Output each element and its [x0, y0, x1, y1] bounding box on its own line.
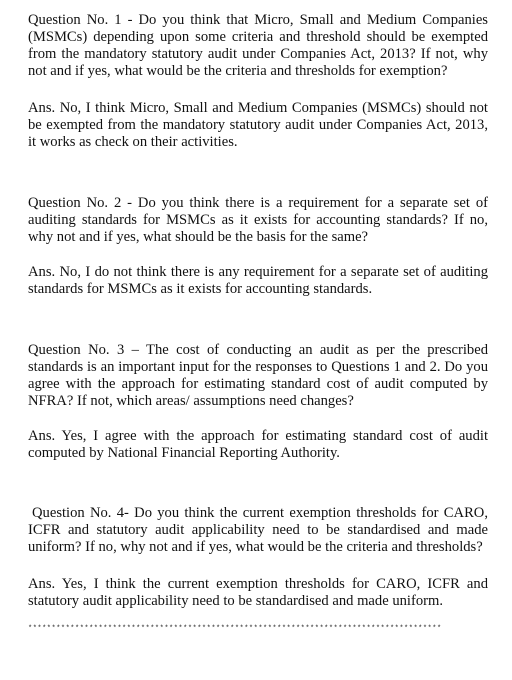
- question-2: Question No. 2 - Do you think there is a requirement for a separate set of auditing standards for MSMCs as it exists for accounting standards? If no, why not and if yes, what should be the basis for the same?: [28, 195, 488, 245]
- answer-2: Ans. No, I do not think there is any requirement for a separate set of auditing standards for MSMCs as it exists for accounting standards.: [28, 264, 488, 297]
- question-3: Question No. 3 – The cost of conducting an audit as per the prescribed standards is an important input for the responses to Questions 1 and 2. Do you agree with the approach for estimating standard cost of audit computed by NFRA? If not, which areas/ assumptions need changes?: [28, 342, 488, 409]
- asterisk-divider: ****************************************************************************************: [28, 625, 442, 633]
- question-4: Question No. 4- Do you think the current exemption thresholds for CARO, ICFR and statutory audit applicability need to be standardised and made uniform? If no, why not and if yes, what would be the criteria and thresholds?: [28, 505, 488, 555]
- answer-4: Ans. Yes, I think the current exemption thresholds for CARO, ICFR and statutory audit applicability need to be standardised and made uniform.: [28, 576, 488, 609]
- answer-3: Ans. Yes, I agree with the approach for estimating standard cost of audit computed by National Financial Reporting Authority.: [28, 428, 488, 461]
- document-page: [28, 12, 488, 634]
- answer-1: Ans. No, I think Micro, Small and Medium Companies (MSMCs) should not be exempted from the mandatory statutory audit under Companies Act, 2013, it works as check on their activities.: [28, 100, 488, 150]
- question-1: Question No. 1 - Do you think that Micro, Small and Medium Companies (MSMCs) depending upon some criteria and threshold should be exempted from the mandatory statutory audit under Companies Act, 2013? If not, why not and if yes, what would be the criteria and thresholds for exemption?: [28, 12, 488, 79]
